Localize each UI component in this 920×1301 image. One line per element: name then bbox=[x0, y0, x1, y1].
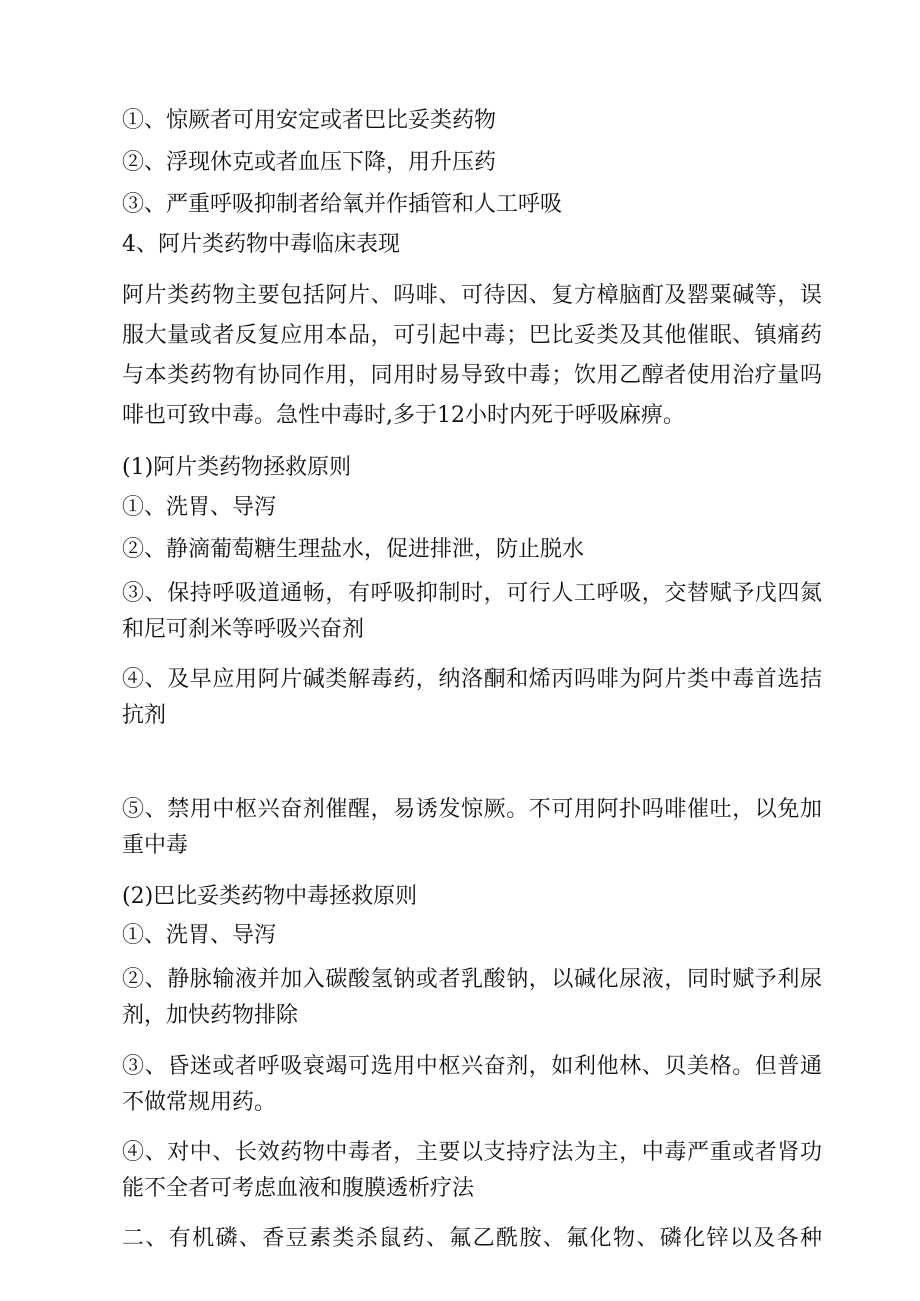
line-opioid-glucose-drip: ②、静滴葡萄糖生理盐水，促进排泄，防止脱水 bbox=[122, 537, 585, 562]
heading-barbiturate-rescue: (2)巴比妥类药物中毒拯救原则 bbox=[122, 884, 418, 909]
paragraph-opioid-description: 阿片类药物主要包括阿片、吗啡、可待因、复方樟脑酊及罂粟碱等，误服大量或者反复应用本品，可引起中毒；巴比妥类及其他催眠、镇痛药与本类药物有协同作用，同用时易导致中毒；饮用乙醇者使用治疗量吗啡也可致中毒。急性中毒时,多于12小时内死于呼吸麻痹。 bbox=[122, 283, 822, 428]
line-barbiturate-infusion: ②、静脉输液并加入碳酸氢钠或者乳酸钠，以碱化尿液，同时赋予利尿剂，加快药物排除 bbox=[122, 967, 822, 1028]
line-opioid-airway: ③、保持呼吸道通畅，有呼吸抑制时，可行人工呼吸，交替赋予戊四氮和尼可刹米等呼吸兴奋剂 bbox=[122, 581, 822, 642]
line-opioid-antidote: ④、及早应用阿片碱类解毒药，纳洛酮和烯丙吗啡为阿片类中毒首选拮抗剂 bbox=[122, 667, 822, 728]
line-opioid-no-stimulant: ⑤、禁用中枢兴奋剂催醒，易诱发惊厥。不可用阿扑吗啡催吐，以免加重中毒 bbox=[122, 797, 822, 858]
line-shock: ②、浮现休克或者血压下降，用升压药 bbox=[122, 150, 497, 175]
line-convulsion: ①、惊厥者可用安定或者巴比妥类药物 bbox=[122, 108, 497, 133]
line-barbiturate-coma: ③、昏迷或者呼吸衰竭可选用中枢兴奋剂，如利他林、贝美格。但普通不做常规用药。 bbox=[122, 1054, 822, 1115]
line-barbiturate-supportive: ④、对中、长效药物中毒者，主要以支持疗法为主，中毒严重或者肾功能不全者可考虑血液和腹膜透析疗法 bbox=[122, 1140, 822, 1201]
heading-section-two: 二、有机磷、香豆素类杀鼠药、氟乙酰胺、氟化物、磷化锌以及各种 bbox=[122, 1226, 822, 1251]
line-barbiturate-gastric-lavage: ①、洗胃、导泻 bbox=[122, 923, 277, 948]
heading-opioid-symptoms: 4、阿片类药物中毒临床表现 bbox=[122, 232, 400, 257]
heading-opioid-rescue: (1)阿片类药物拯救原则 bbox=[122, 455, 352, 480]
line-opioid-gastric-lavage: ①、洗胃、导泻 bbox=[122, 495, 277, 520]
line-respiratory-suppression: ③、严重呼吸抑制者给氧并作插管和人工呼吸 bbox=[122, 192, 563, 217]
